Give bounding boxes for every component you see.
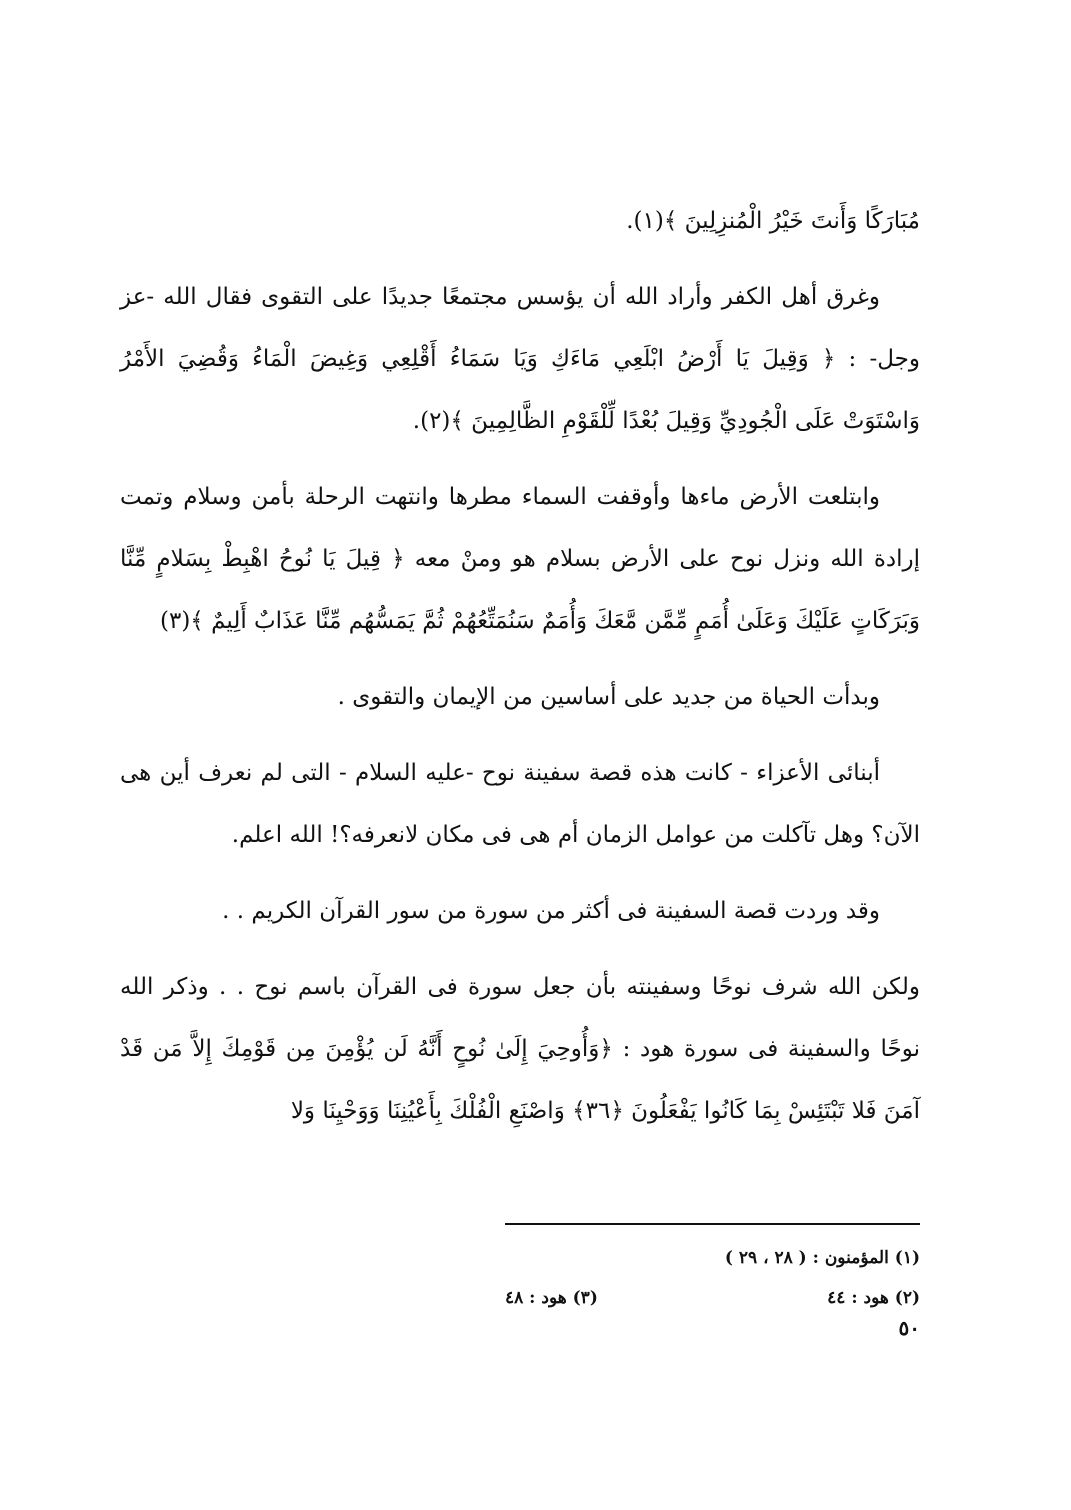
footnote-1: (١) المؤمنون : ( ٢٨ ، ٢٩ ) xyxy=(724,1248,920,1268)
paragraph-7: ولكن الله شرف نوحًا وسفينته بأن جعل سورة فى القرآن باسم نوح . . وذكر الله نوحًا والسفينة فى سورة هود : ﴿وَأُوحِيَ إِلَىٰ نُوحٍ أَنَّهُ لَن يُؤْمِنَ مِن قَوْمِكَ إِلاَّ مَن قَدْ آمَنَ فَلا تَبْتَئِسْ بِمَا كَانُوا يَفْعَلُونَ ﴿٣٦﴾ وَاصْنَعِ الْفُلْكَ بِأَعْيُنِنَا وَوَحْيِنَا وَلا xyxy=(120,974,920,1124)
page-number: ٥٠ xyxy=(898,1316,920,1340)
footnote-2: (٢) هود : ٤٤ xyxy=(827,1288,920,1308)
paragraph-6: وقد وردت قصة السفينة فى أكثر من سورة من سور القرآن الكريم . . xyxy=(222,898,880,924)
footnote-divider xyxy=(505,1223,920,1225)
footnote-row-1 xyxy=(505,1238,920,1278)
footnote-row-2 xyxy=(505,1278,920,1318)
paragraph-3: وابتلعت الأرض ماءها وأوقفت السماء مطرها وانتهت الرحلة بأمن وسلام وتمت إرادة الله ونزل نوح على الأرض بسلام هو ومنْ معه ﴿ قِيلَ يَا نُوحُ اهْبِطْ بِسَلامٍ مِّنَّا وَبَرَكَاتٍ عَلَيْكَ وَعَلَىٰ أُمَمٍ مِّمَّن مَّعَكَ وَأُمَمٌ سَنُمَتِّعُهُمْ ثُمَّ يَمَسُّهُم مِّنَّا عَذَابٌ أَلِيمٌ ﴾(٣) xyxy=(120,484,920,634)
paragraph-4: وبدأت الحياة من جديد على أساسين من الإيمان والتقوى . xyxy=(337,684,880,710)
footnote-3: (٣) هود : ٤٨ xyxy=(505,1288,598,1308)
paragraph-1: مُبَارَكًا وَأَنتَ خَيْرُ الْمُنزِلِينَ ﴾(١). xyxy=(626,208,920,234)
footnotes xyxy=(505,1238,920,1318)
paragraph-2: وغرق أهل الكفر وأراد الله أن يؤسس مجتمعًا جديدًا على التقوى فقال الله -عز وجل- : ﴿ وَقِيلَ يَا أَرْضُ ابْلَعِي مَاءَكِ وَيَا سَمَاءُ أَقْلِعِي وَغِيضَ الْمَاءُ وَقُضِيَ الأَمْرُ وَاسْتَوَتْ عَلَى الْجُودِيِّ وَقِيلَ بُعْدًا لِّلْقَوْمِ الظَّالِمِينَ ﴾(٢). xyxy=(120,284,920,434)
page-body xyxy=(120,190,920,1156)
paragraph-5: أبنائى الأعزاء - كانت هذه قصة سفينة نوح -عليه السلام - التى لم نعرف أين هى الآن؟ وهل تآكلت من عوامل الزمان أم هى فى مكان لانعرفه؟! الله اعلم. xyxy=(120,760,920,848)
